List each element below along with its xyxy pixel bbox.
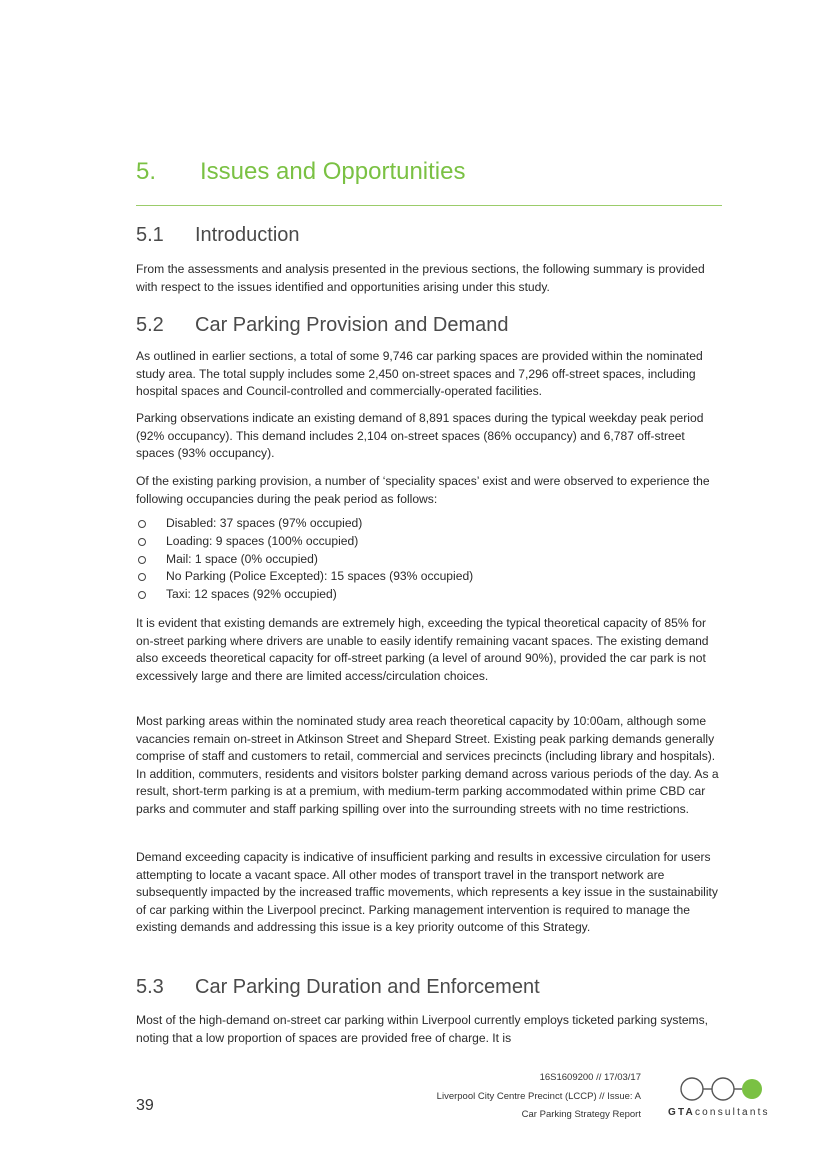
list-item: Taxi: 12 spaces (92% occupied) [136, 586, 722, 604]
section-heading-5-1 [136, 224, 300, 247]
section-heading-5-3 [136, 976, 540, 999]
paragraph-intro: From the assessments and analysis presented in the previous sections, the following summary is provided with respect to the issues identified and opportunities arising under this study. [136, 262, 705, 294]
paragraph-speciality: Of the existing parking provision, a number of ‘speciality spaces’ exist and were observed to experience the following occupancies during the peak period as follows: [136, 474, 710, 506]
paragraph-exceeding: Demand exceeding capacity is indicative of insufficient parking and results in excessive circulation for users attempting to locate a vacant space. All other modes of transport travel in the transport network are subsequently impacted by the increased traffic movements, which represents a key issue in the sustainability of car parking within the Liverpool precinct. Parking management intervention is required to manage the existing demands and addressing this issue is a key priority outcome of this Strategy. [136, 850, 718, 935]
list-item: Loading: 9 spaces (100% occupied) [136, 533, 722, 551]
section-title: Introduction [195, 224, 300, 246]
footer-project: Liverpool City Centre Precinct (LCCP) // Issue: A [436, 1091, 641, 1102]
section-title: Car Parking Duration and Enforcement [195, 976, 540, 998]
section-number: 5.1 [136, 224, 164, 246]
chapter-title [136, 158, 466, 186]
speciality-list [136, 515, 722, 604]
hollow-bullet-icon [138, 556, 146, 564]
hollow-bullet-icon [138, 520, 146, 528]
hollow-bullet-icon [138, 573, 146, 581]
section-number: 5.3 [136, 976, 164, 998]
section-heading-5-2 [136, 314, 509, 337]
chapter-title-text: Issues and Opportunities [200, 158, 466, 185]
gta-logo-wordmark: GTAconsultants [668, 1107, 770, 1118]
list-item: Mail: 1 space (0% occupied) [136, 551, 722, 569]
footer-report: Car Parking Strategy Report [521, 1109, 641, 1120]
page-number: 39 [136, 1097, 154, 1114]
footer-ref: 16S1609200 // 17/03/17 [539, 1072, 641, 1083]
list-item: No Parking (Police Excepted): 15 spaces (93% occupied) [136, 568, 722, 586]
chapter-divider [136, 205, 722, 206]
section-number: 5.2 [136, 314, 164, 336]
paragraph-capacity: It is evident that existing demands are extremely high, exceeding the typical theoretical capacity of 85% for on-street parking where drivers are unable to easily identify remaining vacant spaces. The existing demand also exceeds theoretical capacity for off-street parking (a level of around 90%), provided the car park is not excessively large and there are limited access/circulation choices. [136, 616, 709, 683]
section-title: Car Parking Provision and Demand [195, 314, 509, 336]
paragraph-duration: Most of the high-demand on-street car parking within Liverpool currently employs ticketed parking systems, noting that a low proportion of spaces are provided free of charge. It is [136, 1013, 709, 1045]
hollow-bullet-icon [138, 538, 146, 546]
hollow-bullet-icon [138, 591, 146, 599]
chapter-number: 5. [136, 158, 157, 185]
paragraph-demand: Parking observations indicate an existing demand of 8,891 spaces during the typical weekday peak period (92% occupancy). This demand includes 2,104 on-street spaces (86% occupancy) and 6,787 off-street spaces (93% occupancy). [136, 411, 704, 461]
list-item: Disabled: 37 spaces (97% occupied) [136, 515, 722, 533]
paragraph-areas: Most parking areas within the nominated study area reach theoretical capacity by 10:00am, although some vacancies remain on-street in Atkinson Street and Shepard Street. Existing peak parking demands generally comprise of staff and customers to retail, commercial and services precincts (including library and hospitals). In addition, commuters, residents and visitors bolster parking demand across various periods of the day. As a result, short-term parking is at a premium, with medium-term parking accommodated within prime CBD car parks and commuter and staff parking spilling over into the surrounding streets with no time restrictions. [136, 714, 719, 816]
paragraph-supply: As outlined in earlier sections, a total of some 9,746 car parking spaces are provided within the nominated study area. The total supply includes some 2,450 on-street spaces and 7,296 off-street spaces, including hospital spaces and Council-controlled and commercially-operated facilities. [136, 349, 703, 399]
